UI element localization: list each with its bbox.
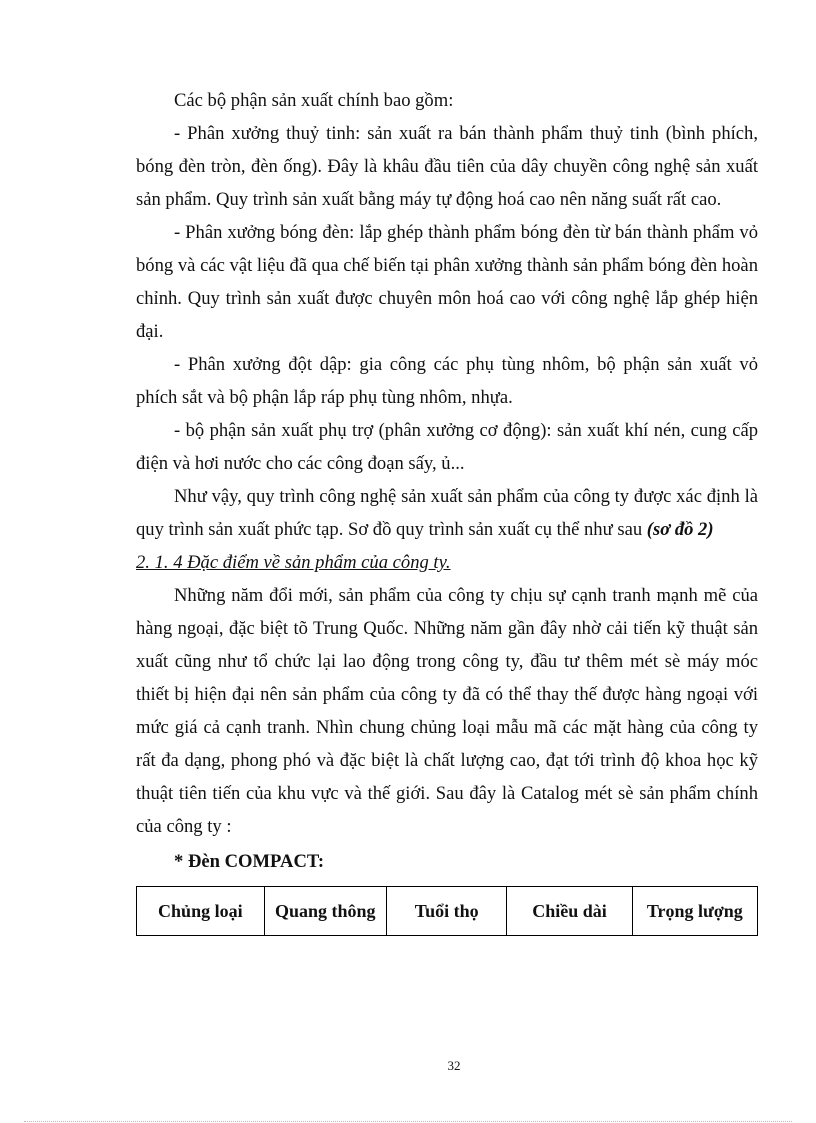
page-number: 32 xyxy=(447,1058,461,1073)
page-bottom-border xyxy=(24,1121,792,1122)
paragraph-auxiliary-unit: - bộ phận sản xuất phụ trợ (phân xưởng cơ động): sản xuất khí nén, cung cấp điện và hơi nước cho các công đoạn sấy, ủ... xyxy=(136,420,758,474)
table-header-row xyxy=(137,887,758,936)
table-header-cell: Tuổi thọ xyxy=(386,887,507,936)
paragraph-stamping-workshop: - Phân xưởng đột dập: gia công các phụ tùng nhôm, bộ phận sản xuất vỏ phích sắt và bộ phận lắp ráp phụ tùng nhôm, nhựa. xyxy=(136,354,758,408)
process-summary-text: Như vậy, quy trình công nghệ sản xuất sản phẩm của công ty được xác định là quy trình sản xuất phức tạp. Sơ đồ quy trình sản xuất cụ thể như sau xyxy=(136,486,758,540)
page-content xyxy=(136,84,758,936)
compact-lamp-heading: * Đèn COMPACT: xyxy=(174,851,325,872)
paragraph-intro: Các bộ phận sản xuất chính bao gồm: xyxy=(174,90,454,111)
paragraph-glass-workshop: - Phân xưởng thuỷ tinh: sản xuất ra bán thành phẩm thuỷ tinh (bình phích, bóng đèn tròn, đèn ống). Đây là khâu đầu tiên của dây chuyền công nghệ sản xuất sản phẩm. Quy trình sản xuất bằng máy tự động hoá cao nên năng suất rất cao. xyxy=(136,123,758,210)
product-table xyxy=(136,886,758,936)
table-header-cell: Trọng lượng xyxy=(632,887,757,936)
table-header-cell: Chiều dài xyxy=(507,887,632,936)
table-header-cell: Quang thông xyxy=(264,887,386,936)
diagram-reference: (sơ đồ 2) xyxy=(646,519,714,540)
section-heading: 2. 1. 4 Đặc điểm về sản phẩm của công ty. xyxy=(136,552,451,573)
paragraph-product-features: Những năm đổi mới, sản phẩm của công ty chịu sự cạnh tranh mạnh mẽ của hàng ngoại, đặc biệt tõ Trung Quốc. Những năm gần đây nhờ cải tiến kỹ thuật sản xuất cũng như tổ chức lại lao động trong công ty, đầu tư thêm mét sè máy móc thiết bị hiện đại nên sản phẩm của công ty đã có thể thay thế được hàng ngoại với mức giá cả cạnh tranh. Nhìn chung chủng loại mẫu mã các mặt hàng của công ty rất đa dạng, phong phó và đặc biệt là chất lượng cao, đạt tới trình độ khoa học kỹ thuật tiên tiến của khu vực và thế giới. Sau đây là Catalog mét sè sản phẩm chính của công ty : xyxy=(136,585,758,837)
table-header-cell: Chủng loại xyxy=(137,887,265,936)
paragraph-bulb-workshop: - Phân xưởng bóng đèn: lắp ghép thành phẩm bóng đèn từ bán thành phẩm vỏ bóng và các vật liệu đã qua chế biến tại phân xưởng thành sản phẩm bóng đèn hoàn chỉnh. Quy trình sản xuất được chuyên môn hoá cao với công nghệ lắp ghép hiện đại. xyxy=(136,222,758,342)
paragraph-process-summary xyxy=(136,480,758,546)
